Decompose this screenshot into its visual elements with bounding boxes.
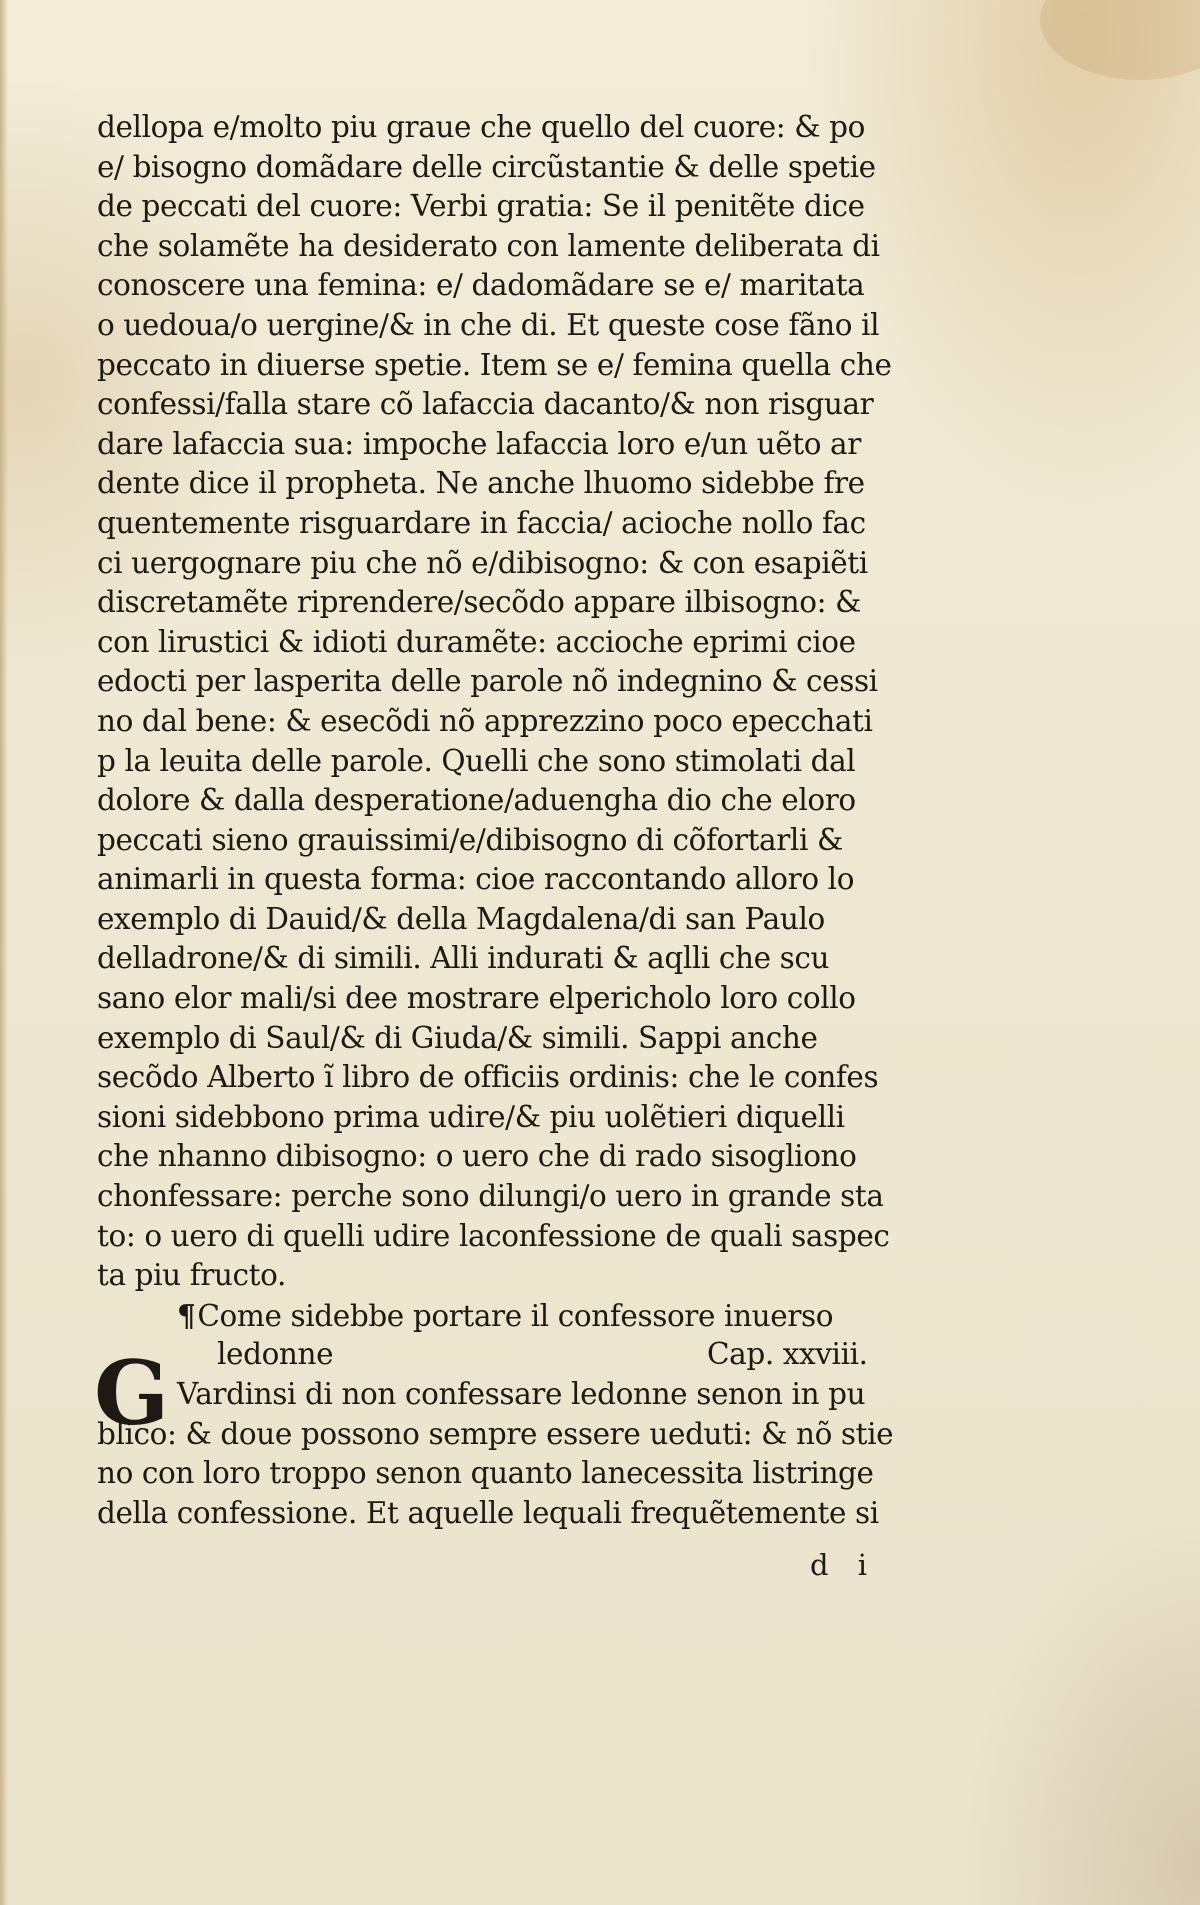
text-line: edocti per lasperita delle parole nõ indegnino & cessi — [97, 664, 878, 699]
pilcrow-icon: ¶ — [177, 1297, 196, 1333]
signature-mark: d i — [810, 1548, 878, 1582]
text-line: exemplo di Dauid/& della Magdalena/di san Paulo — [97, 901, 825, 936]
text-line: animarli in questa forma: cioe raccontando alloro lo — [97, 862, 855, 897]
text-line: dare lafaccia sua: impoche lafaccia loro e/un uẽto ar — [97, 426, 861, 461]
text-line: che solamẽte ha desiderato con lamente deliberata di — [97, 228, 880, 263]
text-line: peccato in diuerse spetie. Item se e/ femina quella che — [97, 347, 892, 382]
drop-cap-initial: G — [94, 1341, 170, 1445]
text-line: confessi/falla stare cõ lafaccia dacanto/& non risguar — [97, 387, 874, 422]
body-text — [97, 108, 927, 1533]
chapter-text-line: no con loro troppo senon quanto lanecessita listringe — [97, 1456, 874, 1491]
text-line: no dal bene: & esecõdi nõ apprezzino poco epecchati — [97, 703, 873, 738]
text-line: de peccati del cuore: Verbi gratia: Se il penitẽte dice — [97, 189, 865, 224]
text-line: secõdo Alberto ĩ libro de officiis ordinis: che le confes — [97, 1060, 879, 1095]
text-line: che nhanno dibisogno: o uero che di rado sisogliono — [97, 1139, 857, 1174]
chapter-number: Cap. xxviii. — [707, 1337, 868, 1372]
text-line: to: o uero di quelli udire laconfessione de quali saspec — [97, 1218, 890, 1253]
text-line: p la leuita delle parole. Quelli che sono stimolati dal — [97, 743, 856, 778]
text-line: conoscere una femina: e/ dadomãdare se e/ maritata — [97, 268, 865, 303]
paper-stain — [1040, 0, 1200, 80]
chapter-text-line: Vardinsi di non confessare ledonne senon in pu — [177, 1377, 866, 1411]
text-line: dellopa e/molto piu graue che quello del cuore: & po — [97, 110, 865, 144]
text-line: quentemente risguardare in faccia/ acioche nollo fac — [97, 505, 866, 540]
text-line: peccati sieno grauissimi/e/dibisogno di cõfortarli & — [97, 822, 843, 857]
chapter-subheading — [97, 1335, 927, 1375]
chapter-heading — [97, 1296, 927, 1336]
text-line: ta piu fructo. — [97, 1258, 286, 1293]
text-line: sioni sidebbono prima udire/& piu uolẽtieri diquelli — [97, 1099, 845, 1134]
text-line: o uedoua/o uergine/& in che di. Et queste cose fãno il — [97, 307, 880, 342]
text-line: dente dice il propheta. Ne anche lhuomo sidebbe fre — [97, 466, 865, 501]
text-line: sano elor mali/si dee mostrare elpericholo loro collo — [97, 981, 856, 1016]
text-line: e/ bisogno domãdare delle circũstantie & delle spetie — [97, 149, 876, 184]
chapter-text-line: della confessione. Et aquelle lequali frequẽtemente si — [97, 1495, 879, 1530]
text-line: discretamẽte riprendere/secõdo appare ilbisogno: & — [97, 585, 862, 620]
page-edge-shadow — [0, 0, 8, 1905]
chapter-heading-text: Come sidebbe portare il confessore inuerso — [197, 1298, 834, 1333]
chapter-subheading-text: ledonne — [217, 1337, 334, 1372]
text-line: dolore & dalla desperatione/aduengha dio che eloro — [97, 783, 856, 818]
text-line: chonfessare: perche sono dilungi/o uero in grande sta — [97, 1179, 884, 1214]
text-line: ci uergognare piu che nõ e/dibisogno: & con esapiẽti — [97, 545, 868, 580]
chapter-text-line: blico: & doue possono sempre essere ueduti: & nõ stie — [97, 1416, 894, 1451]
text-line: delladrone/& di simili. Alli indurati & aqlli che scu — [97, 941, 830, 976]
text-line: exemplo di Saul/& di Giuda/& simili. Sappi anche — [97, 1020, 818, 1055]
text-line: con lirustici & idioti duramẽte: accioche eprimi cioe — [97, 624, 856, 659]
